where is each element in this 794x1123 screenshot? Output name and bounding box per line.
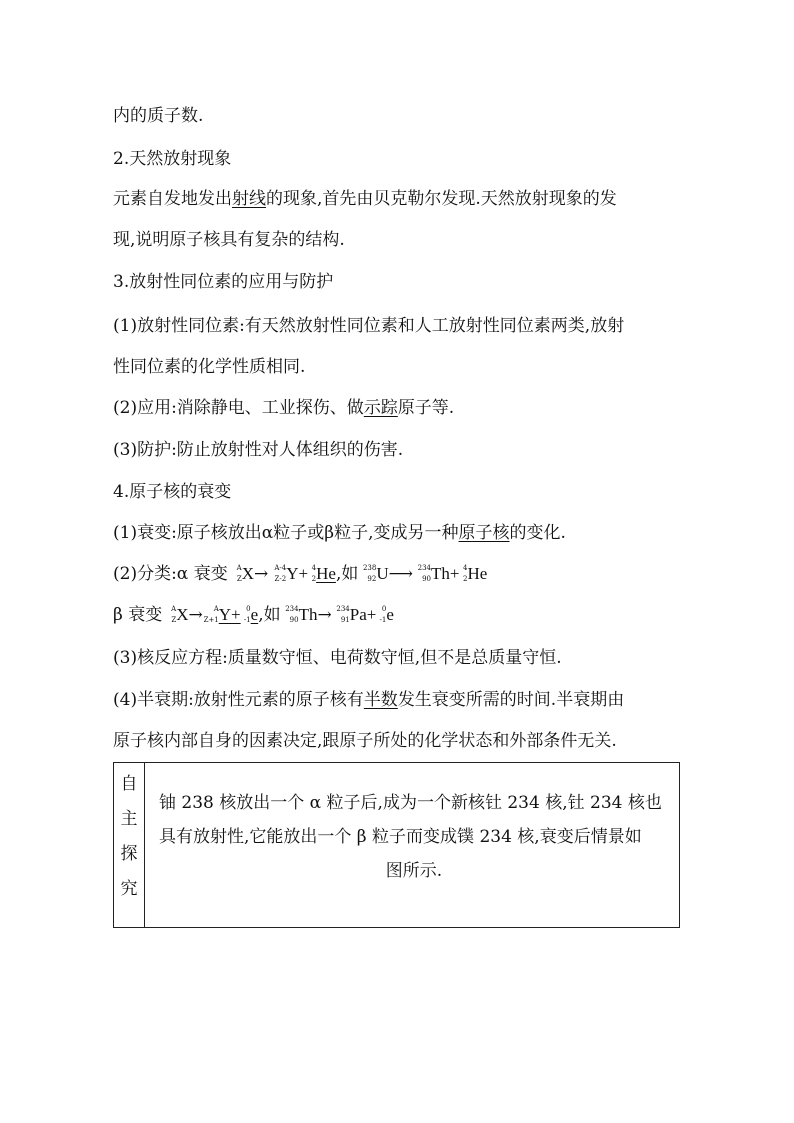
text-line — [113, 688, 624, 712]
text-line — [113, 646, 562, 670]
self-study-box — [113, 762, 680, 928]
nuclide-y — [268, 563, 286, 587]
nuclide-he — [308, 563, 316, 587]
paragraph-text: 性同位素的化学性质相同. — [113, 357, 306, 377]
section-heading-4 — [113, 480, 231, 504]
text-line — [113, 729, 617, 753]
underlined-term: 示踪 — [363, 398, 398, 418]
nuclide-x — [162, 604, 176, 628]
text-line — [113, 104, 203, 128]
nuclide-th — [413, 563, 431, 587]
symbol: Pa+ — [349, 605, 377, 624]
box-text-line: 铀 238 核放出一个 α 粒子后,成为一个新核钍 234 核,钍 234 核也 — [159, 793, 662, 813]
text: β 衰变 — [113, 605, 163, 625]
atomic-number: 90 — [289, 615, 299, 624]
underlined-term: 射线 — [232, 189, 266, 209]
text: (1)衰变:原子核放出α粒子或β粒子,变成另一种 — [113, 523, 459, 543]
nuclide-u — [358, 563, 376, 587]
beta-decay-equation — [113, 603, 394, 628]
text: 原子等. — [397, 398, 455, 418]
mass-number: 4 — [311, 563, 317, 572]
paragraph-text: 现,说明原子核具有复杂的结构. — [113, 230, 345, 250]
nuclide-he — [459, 563, 467, 587]
atomic-number: Z-2 — [274, 574, 287, 583]
atomic-number: 2 — [311, 574, 317, 583]
mass-number: A — [236, 563, 242, 572]
text: (2)分类:α 衰变 — [113, 564, 228, 584]
text-line — [113, 396, 454, 420]
paragraph-text: 内的质子数. — [113, 106, 204, 126]
text: 的变化. — [509, 523, 566, 543]
text: (4)半衰期:放射性元素的原子核有 — [113, 690, 364, 710]
mass-number: 234 — [285, 604, 299, 613]
symbol: Y+ — [218, 605, 241, 624]
text-line — [113, 438, 403, 462]
nuclide-pa — [332, 604, 350, 628]
section-heading-2 — [113, 147, 231, 171]
text: 发生衰变所需的时间.半衰期由 — [397, 690, 625, 710]
paragraph-text: 原子核内部自身的因素决定,跟原子所处的化学状态和外部条件无关. — [113, 731, 617, 751]
atomic-number: Z — [236, 574, 242, 583]
text-line — [113, 228, 345, 252]
underlined-term: 原子核 — [458, 523, 510, 543]
paragraph-text: (3)核反应方程:质量数守恒、电荷数守恒,但不是总质量守恒. — [113, 648, 562, 668]
arrow: ⟶ — [388, 564, 413, 584]
box-text-line: 具有放射性,它能放出一个 β 粒子而变成镤 234 核,衰变后情景如 — [159, 827, 642, 847]
text: ,如 — [335, 564, 359, 584]
text-line — [113, 521, 566, 545]
arrow: → — [253, 564, 269, 584]
mass-number: 238 — [362, 563, 377, 572]
symbol: e — [250, 605, 259, 624]
alpha-decay-equation — [113, 562, 487, 587]
heading-text: 2.天然放射现象 — [113, 149, 232, 169]
underlined-term: 半数 — [363, 690, 398, 710]
text: 元素自发地发出 — [113, 189, 232, 209]
box-content — [159, 786, 669, 888]
symbol: He — [316, 564, 336, 583]
arrow: → — [317, 605, 332, 625]
symbol: e — [386, 605, 394, 624]
text: ,如 — [258, 605, 281, 625]
symbol: Y+ — [286, 564, 309, 583]
atomic-number: 2 — [463, 574, 468, 583]
atomic-number: 91 — [340, 615, 350, 624]
nuclide-electron — [241, 604, 251, 628]
mass-number: 4 — [463, 563, 468, 572]
atomic-number: Z — [171, 615, 177, 624]
symbol: He — [467, 564, 488, 583]
nuclide-y — [203, 604, 219, 628]
paragraph-text: (3)防护:防止放射性对人体组织的伤害. — [113, 440, 404, 460]
text-line — [113, 314, 624, 338]
text-line — [113, 355, 305, 379]
symbol: U — [376, 564, 389, 583]
nuclide-electron — [376, 604, 386, 628]
arrow: → — [188, 605, 203, 625]
heading-text: 4.原子核的衰变 — [113, 482, 232, 502]
symbol: Th — [298, 605, 318, 624]
paragraph-text: (1)放射性同位素:有天然放射性同位素和人工放射性同位素两类,放射 — [113, 316, 625, 336]
atomic-number: 92 — [367, 574, 377, 583]
heading-text: 3.放射性同位素的应用与防护 — [113, 272, 334, 292]
mass-number: A-4 — [274, 563, 287, 572]
symbol: Th+ — [431, 564, 460, 583]
mass-number: 0 — [381, 604, 387, 613]
section-heading-3 — [113, 270, 333, 294]
box-text-line: 图所示. — [385, 861, 443, 881]
atomic-number: -1 — [379, 615, 387, 624]
side-char: 自 — [120, 774, 138, 794]
atomic-number: 90 — [422, 574, 431, 583]
atomic-number: Z+1 — [203, 615, 219, 624]
mass-number: 0 — [246, 604, 251, 613]
text: (2)应用:消除静电、工业探伤、做 — [113, 398, 364, 418]
side-char: 探 — [120, 844, 138, 864]
text-line — [113, 187, 617, 211]
side-char: 究 — [120, 879, 138, 899]
mass-number: 234 — [336, 604, 350, 613]
nuclide-x — [228, 563, 242, 587]
mass-number: A — [213, 604, 219, 613]
symbol: X — [241, 564, 254, 583]
mass-number: A — [171, 604, 177, 613]
nuclide-th — [281, 604, 299, 628]
symbol: X — [176, 605, 189, 624]
text: 的现象,首先由贝克勒尔发现.天然放射现象的发 — [266, 189, 617, 209]
mass-number: 234 — [417, 563, 431, 572]
atomic-number: -1 — [243, 615, 251, 624]
box-side-label — [114, 763, 145, 927]
side-char: 主 — [120, 809, 138, 829]
